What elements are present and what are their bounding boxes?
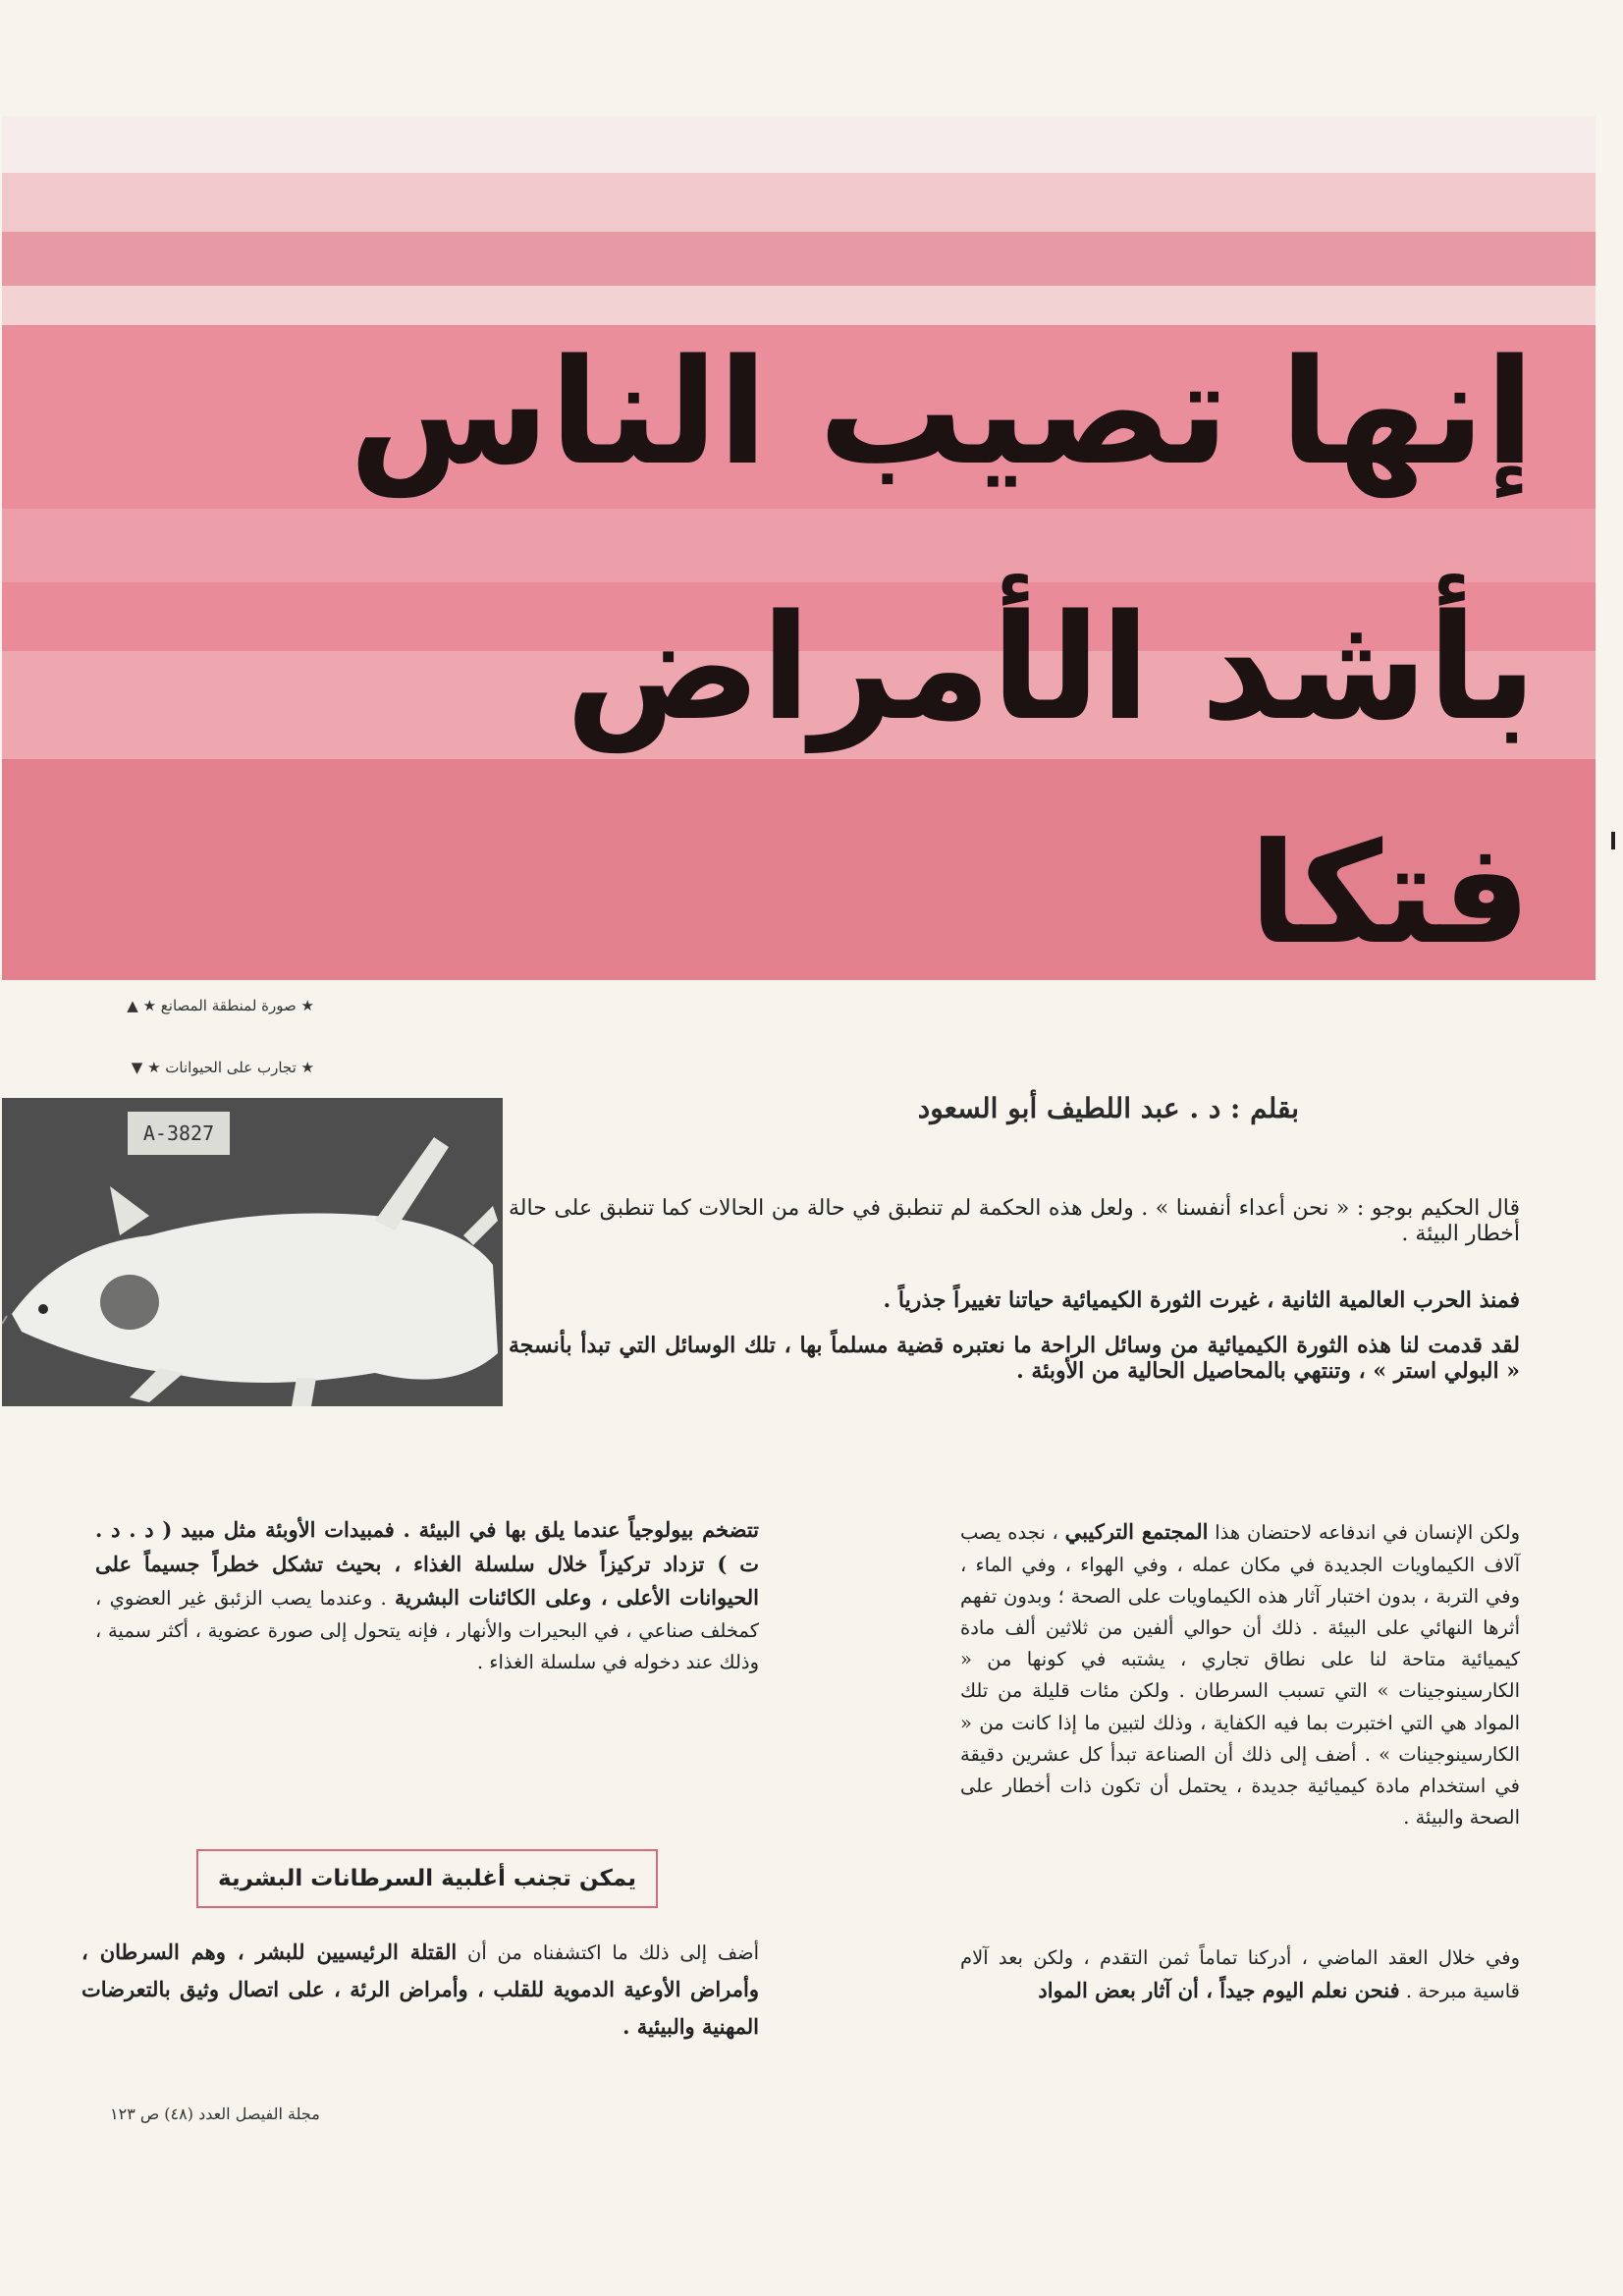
intro-paragraph-1: قال الحكيم بوجو : « نحن أعداء أنفسنا » . ولعل هذه الحكمة لم تنطبق في حالة من الحالات كما تنطبق على حالة أخطار البيئة .: [509, 1196, 1520, 1247]
specimen-tag: A-3827: [128, 1112, 230, 1155]
text-run: أضف إلى ذلك ما اكتشفناه من أن: [457, 1941, 759, 1964]
emphasis-text: المجتمع التركيبي: [1064, 1519, 1209, 1544]
left-column-paragraph-1: [95, 1513, 759, 1678]
headline-line-2: بأشد الأمراض: [565, 583, 1537, 752]
boxed-subheading: يمكن تجنب أغلبية السرطانات البشرية: [196, 1849, 658, 1908]
text-run: ولكن الإنسان في اندفاعه لاحتضان هذا: [1208, 1521, 1521, 1544]
intro-paragraph-2: فمنذ الحرب العالمية الثانية ، غيرت الثورة الكيميائية حياتنا تغييراً جذرياً .: [883, 1287, 1520, 1313]
caption-animals: ★ تجارب على الحيوانات ★ ▼: [131, 1059, 314, 1076]
text-run: وفي خلال العقد الماضي ، أدركنا تماماً ثمن التقدم ، ولكن بعد آلام قاسية مبرحة .: [960, 1946, 1520, 2003]
photo-texture-band: [2, 286, 1596, 325]
emphasis-text: فنحن نعلم اليوم جيداً ، أن آثار بعض المواد: [1038, 1978, 1400, 2003]
headline-line-1: إنها تصيب الناس: [349, 328, 1535, 497]
mouse-illustration: [2, 1098, 503, 1406]
caption-factories: ★ صورة لمنطقة المصانع ★ ▲: [127, 997, 314, 1014]
edge-mark: [1611, 832, 1615, 849]
author-byline: بقلم : د . عبد اللطيف أبو السعود: [917, 1092, 1299, 1124]
intro-paragraph-3: لقد قدمت لنا هذه الثورة الكيميائية من وسائل الراحة ما نعتبره قضية مسلماً بها ، تلك الوسائل التي تبدأ بأنسجة « البولي استر » ، وتنتهي بالمحاصيل الحالية من الأوبئة .: [509, 1333, 1520, 1385]
right-column-paragraph-1: [960, 1515, 1520, 1833]
photo-texture-band: [2, 173, 1596, 232]
photo-texture-band: [2, 116, 1596, 173]
emphasis-text: تتضخم بيولوجياً عندما يلق بها في البيئة . فمبيدات الأوبئة مثل مبيد ( د . د . ت ) تزداد تركيزاً خلال سلسلة الغذاء ، بحيث تشكل خطراً جسيماً على الحيوانات الأعلى ، وعلى الكائنات البشرية: [95, 1517, 759, 1611]
lab-mouse-photo: [2, 1098, 503, 1406]
photo-texture-band: [2, 509, 1596, 582]
text-run: . وعندما يصب الزئبق غير العضوي ، كمخلف صناعي ، في البحيرات والأنهار ، فإنه يتحول إلى صورة عضوية ، أكثر سمية ، وذلك عند دخوله في سلسلة الغذاء .: [95, 1587, 759, 1674]
text-run: ، نجده يصب آلاف الكيماويات الجديدة في مكان عمله ، وفي الهواء ، وفي الماء ، وفي التربة ، بدون اختبار آثار هذه الكيماويات على الصحة ؛ وبدون تفهم أثرها النهائي على البيئة . ذلك أن حوالي ألفين من ثلاثين ألف مادة كيميائية متاحة لنا على نطاق تجاري ، يشتبه في كونها من « الكارسينوجينات » التي تسبب السرطان . ولكن مئات قليلة من تلك المواد هي التي اختبرت بما فيه الكفاية ، وذلك لتبين ما إذا كانت من « الكارسينوجينات » . أضف إلى ذلك أن الصناعة تبدأ كل عشرين دقيقة في استخدام مادة كيميائية جديدة ، يحتمل أن تكون ذات أخطار على الصحة والبيئة .: [960, 1521, 1520, 1830]
header-photo: [2, 116, 1596, 980]
photo-texture-band: [2, 232, 1596, 286]
right-column-paragraph-2: [960, 1942, 1520, 2008]
emphasis-text: القتلة الرئيسيين للبشر ، وهم السرطان ، وأمراض الأوعية الدموية للقلب ، وأمراض الرئة ، على اتصال وثيق بالتعرضات المهنية والبيئية .: [81, 1940, 759, 2039]
page-footer: مجلة الفيصل العدد (٤٨) ص ١٢٣: [110, 2105, 320, 2123]
headline-line-3: فتكا: [1249, 813, 1531, 975]
left-column-paragraph-2: [81, 1934, 759, 2045]
